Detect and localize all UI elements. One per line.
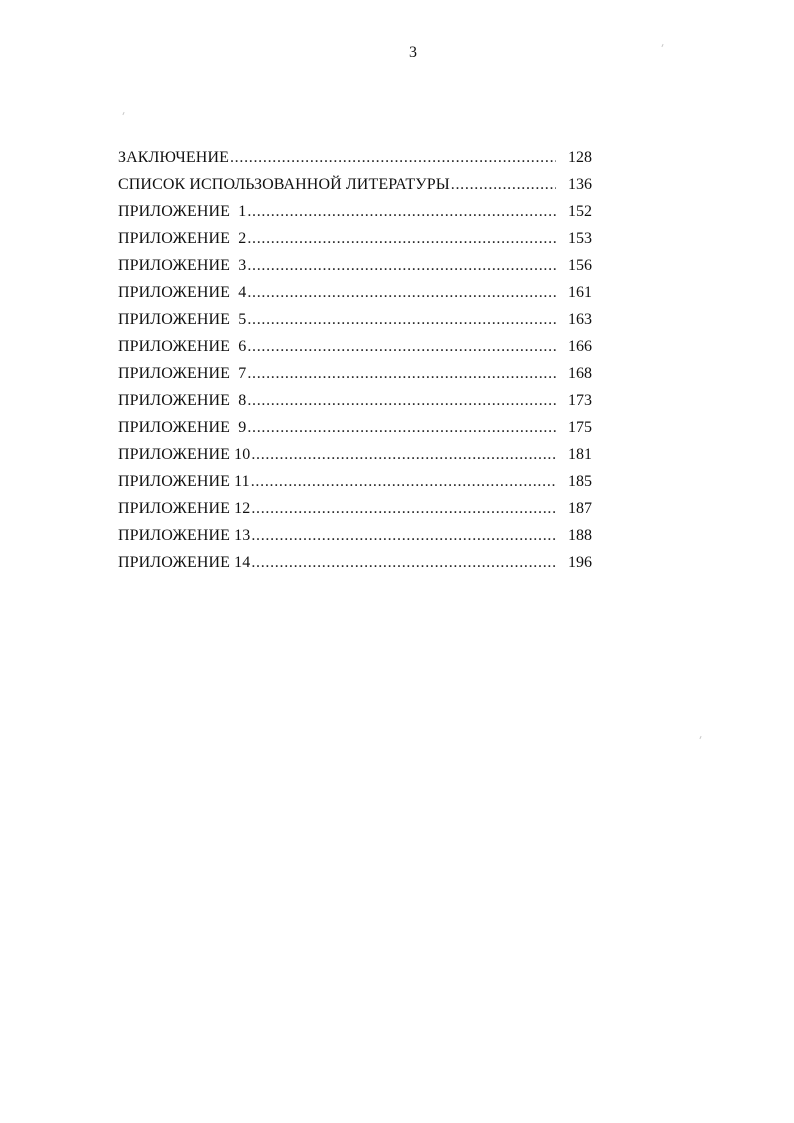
toc-entry-title: ПРИЛОЖЕНИЕ 3 xyxy=(118,257,247,274)
dot-leader xyxy=(251,551,556,575)
toc-entry-appendix-1 xyxy=(118,200,592,227)
toc-entry-title: ПРИЛОЖЕНИЕ 8 xyxy=(118,392,247,409)
toc-entry-page: 153 xyxy=(568,230,592,247)
toc-entry-title: ЗАКЛЮЧЕНИЕ xyxy=(118,149,229,166)
dot-leader xyxy=(251,497,556,521)
dot-leader xyxy=(247,362,556,386)
toc-entry-appendix-5 xyxy=(118,308,592,335)
dot-leader xyxy=(251,524,556,548)
dot-leader xyxy=(247,416,556,440)
dot-leader xyxy=(251,443,556,467)
toc-entry-references xyxy=(118,173,592,200)
dot-leader xyxy=(451,173,556,197)
toc-entry-page: 185 xyxy=(568,473,592,490)
toc-entry-page: 173 xyxy=(568,392,592,409)
toc-entry-title: ПРИЛОЖЕНИЕ 12 xyxy=(118,500,251,517)
dot-leader xyxy=(247,389,556,413)
toc-entry-conclusion xyxy=(118,146,592,173)
toc-entry-appendix-11 xyxy=(118,470,592,497)
toc-entry-appendix-12 xyxy=(118,497,592,524)
toc-entry-page: 168 xyxy=(568,365,592,382)
toc-entry-appendix-2 xyxy=(118,227,592,254)
toc-entry-appendix-6 xyxy=(118,335,592,362)
toc-entry-title: ПРИЛОЖЕНИЕ 5 xyxy=(118,311,247,328)
toc-entry-title: ПРИЛОЖЕНИЕ 13 xyxy=(118,527,251,544)
toc-entry-title: ПРИЛОЖЕНИЕ 10 xyxy=(118,446,251,463)
toc-entry-page: 166 xyxy=(568,338,592,355)
dot-leader xyxy=(247,308,556,332)
toc-entry-appendix-13 xyxy=(118,524,592,551)
dot-leader xyxy=(251,470,556,494)
toc-entry-title: ПРИЛОЖЕНИЕ 11 xyxy=(118,473,250,490)
table-of-contents xyxy=(118,146,592,578)
toc-entry-title: ПРИЛОЖЕНИЕ 14 xyxy=(118,554,251,571)
toc-entry-title: ПРИЛОЖЕНИЕ 2 xyxy=(118,230,247,247)
dot-leader xyxy=(230,146,556,170)
toc-entry-page: 136 xyxy=(568,176,592,193)
toc-entry-page: 181 xyxy=(568,446,592,463)
toc-entry-appendix-14 xyxy=(118,551,592,578)
toc-entry-page: 161 xyxy=(568,284,592,301)
toc-entry-appendix-8 xyxy=(118,389,592,416)
scan-speck xyxy=(699,736,701,739)
toc-entry-page: 128 xyxy=(568,149,592,166)
toc-entry-page: 196 xyxy=(568,554,592,571)
toc-entry-appendix-3 xyxy=(118,254,592,281)
dot-leader xyxy=(247,254,556,278)
toc-entry-appendix-4 xyxy=(118,281,592,308)
toc-entry-title: ПРИЛОЖЕНИЕ 7 xyxy=(118,365,247,382)
toc-entry-page: 188 xyxy=(568,527,592,544)
toc-entry-page: 175 xyxy=(568,419,592,436)
toc-entry-title: ПРИЛОЖЕНИЕ 9 xyxy=(118,419,247,436)
dot-leader xyxy=(247,227,556,251)
dot-leader xyxy=(247,200,556,224)
toc-entry-appendix-7 xyxy=(118,362,592,389)
toc-entry-title: ПРИЛОЖЕНИЕ 4 xyxy=(118,284,247,301)
scan-speck xyxy=(122,112,124,115)
page-number: 3 xyxy=(409,44,417,61)
toc-entry-appendix-10 xyxy=(118,443,592,470)
toc-entry-title: СПИСОК ИСПОЛЬЗОВАННОЙ ЛИТЕРАТУРЫ xyxy=(118,176,450,193)
toc-entry-title: ПРИЛОЖЕНИЕ 1 xyxy=(118,203,247,220)
dot-leader xyxy=(247,335,556,359)
toc-entry-page: 187 xyxy=(568,500,592,517)
toc-entry-page: 152 xyxy=(568,203,592,220)
dot-leader xyxy=(247,281,556,305)
toc-entry-appendix-9 xyxy=(118,416,592,443)
toc-entry-page: 163 xyxy=(568,311,592,328)
toc-entry-title: ПРИЛОЖЕНИЕ 6 xyxy=(118,338,247,355)
toc-entry-page: 156 xyxy=(568,257,592,274)
